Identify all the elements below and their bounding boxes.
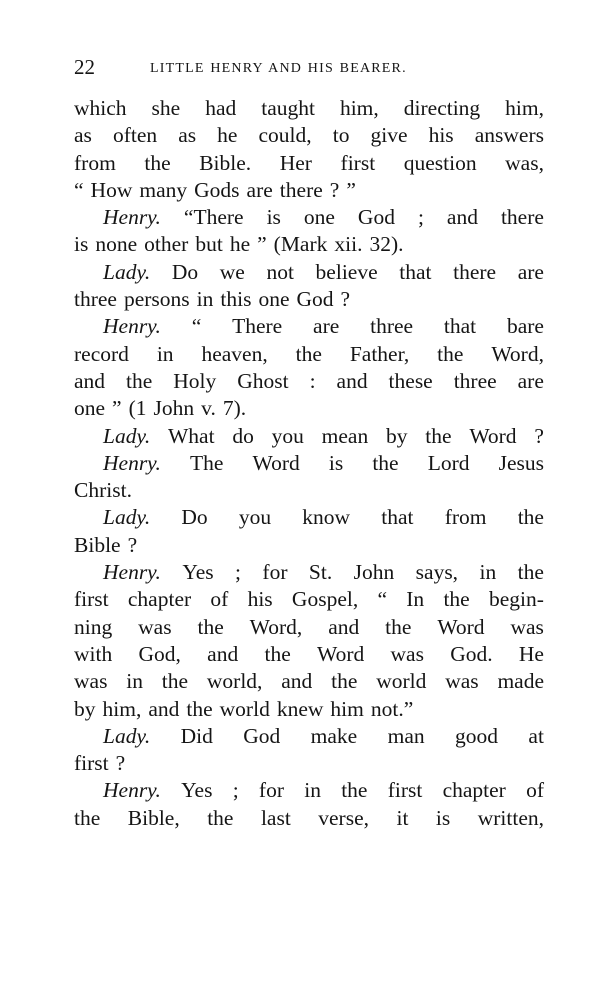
word: believe bbox=[315, 259, 378, 284]
speaker-name: Henry. bbox=[103, 778, 161, 803]
word: last bbox=[260, 805, 291, 830]
word: God bbox=[243, 723, 281, 748]
word: at bbox=[528, 723, 544, 748]
word: “ bbox=[377, 587, 388, 612]
word: bare bbox=[506, 314, 544, 339]
word: by bbox=[385, 423, 408, 448]
text-line bbox=[74, 150, 544, 177]
word: the bbox=[425, 423, 452, 448]
word: is bbox=[435, 805, 451, 830]
word: with bbox=[74, 641, 113, 666]
word: three bbox=[453, 368, 497, 393]
word: Word, bbox=[249, 614, 303, 639]
word: and bbox=[336, 368, 368, 393]
text-line bbox=[74, 723, 544, 750]
word: Do bbox=[171, 259, 199, 284]
word: was bbox=[445, 669, 479, 694]
word: says, bbox=[415, 560, 459, 585]
word: the bbox=[161, 669, 189, 694]
word: chapter bbox=[127, 587, 192, 612]
word: it bbox=[396, 805, 409, 830]
speaker-name: Lady. bbox=[103, 723, 151, 748]
text-line bbox=[74, 668, 544, 695]
word: him bbox=[330, 696, 364, 721]
word: not.” bbox=[370, 696, 414, 721]
word: we bbox=[219, 259, 245, 284]
text-line bbox=[74, 532, 544, 559]
word: Word bbox=[317, 641, 365, 666]
speaker-name: Henry. bbox=[103, 450, 161, 475]
word: the bbox=[144, 150, 171, 175]
word: Do bbox=[181, 505, 208, 530]
text-line bbox=[74, 341, 544, 368]
word: first bbox=[74, 751, 109, 776]
page-header bbox=[74, 55, 544, 81]
word: God bbox=[296, 287, 334, 312]
text-line bbox=[74, 450, 544, 477]
word: Father, bbox=[349, 341, 410, 366]
word: Word bbox=[437, 614, 485, 639]
word: first bbox=[74, 587, 109, 612]
word: the bbox=[331, 669, 358, 694]
speaker-name: Lady. bbox=[103, 423, 151, 448]
word: chapter bbox=[442, 778, 506, 803]
word: “ bbox=[191, 314, 202, 339]
word: three bbox=[370, 314, 414, 339]
word: ? bbox=[534, 423, 544, 448]
word: ; bbox=[235, 560, 242, 585]
word: ; bbox=[417, 205, 424, 230]
word: heaven, bbox=[201, 341, 268, 366]
word: Ghost bbox=[237, 368, 289, 393]
word: verse, bbox=[318, 805, 370, 830]
text-line bbox=[74, 805, 544, 832]
text-line bbox=[74, 122, 544, 149]
word: he bbox=[217, 123, 238, 148]
word: in bbox=[196, 287, 214, 312]
word: from bbox=[444, 505, 487, 530]
word: the bbox=[295, 341, 322, 366]
word: not bbox=[266, 259, 294, 284]
word: the bbox=[264, 641, 291, 666]
word: that bbox=[443, 314, 477, 339]
word: How bbox=[90, 177, 133, 202]
body-text bbox=[74, 95, 544, 832]
word: his bbox=[428, 123, 454, 148]
word: are bbox=[517, 368, 544, 393]
word: He bbox=[518, 641, 544, 666]
word: first bbox=[387, 778, 423, 803]
word: ? bbox=[329, 177, 340, 202]
word: in bbox=[156, 341, 174, 366]
word: good bbox=[455, 723, 499, 748]
word: these bbox=[388, 368, 433, 393]
word: John bbox=[153, 396, 195, 421]
speaker-name: Henry. bbox=[103, 205, 161, 230]
word: man bbox=[387, 723, 425, 748]
page-number: 22 bbox=[74, 55, 95, 79]
word: the bbox=[197, 614, 224, 639]
word: was bbox=[390, 641, 424, 666]
word: world bbox=[219, 696, 270, 721]
word: had bbox=[205, 96, 237, 120]
word: ; bbox=[232, 778, 239, 803]
word: Bible. bbox=[199, 150, 252, 175]
word: Word bbox=[252, 450, 300, 475]
word: was bbox=[74, 669, 108, 694]
word: there bbox=[279, 177, 323, 202]
word: 32). bbox=[369, 232, 404, 257]
word: was bbox=[510, 614, 544, 639]
word: and bbox=[281, 669, 313, 694]
word: (Mark bbox=[273, 232, 328, 257]
text-line bbox=[74, 696, 544, 723]
word: was, bbox=[505, 150, 544, 175]
word: one bbox=[74, 396, 106, 421]
word: “There bbox=[183, 205, 244, 230]
word: God, bbox=[138, 641, 181, 666]
word: first bbox=[340, 150, 376, 175]
word: “ bbox=[74, 177, 84, 202]
word: St. bbox=[308, 560, 333, 585]
word: God. bbox=[450, 641, 493, 666]
word: one bbox=[258, 287, 290, 312]
word: world bbox=[376, 669, 427, 694]
word: in bbox=[126, 669, 143, 694]
word: that bbox=[381, 505, 414, 530]
speaker-name: Henry. bbox=[103, 314, 161, 339]
word: taught bbox=[261, 96, 315, 120]
word: and bbox=[148, 696, 180, 721]
word: make bbox=[310, 723, 358, 748]
word: you bbox=[238, 505, 272, 530]
text-line bbox=[74, 395, 544, 422]
word: ” bbox=[346, 177, 356, 202]
word: him, bbox=[102, 696, 142, 721]
text-line bbox=[74, 231, 544, 258]
text-line bbox=[74, 368, 544, 395]
word: ? bbox=[115, 751, 126, 776]
word: the bbox=[126, 368, 153, 393]
word: ? bbox=[127, 532, 138, 557]
word: from bbox=[74, 150, 116, 175]
text-line bbox=[74, 750, 544, 777]
word: Word, bbox=[491, 341, 544, 366]
word: are bbox=[517, 259, 544, 284]
text-line bbox=[74, 177, 544, 204]
text-line bbox=[74, 641, 544, 668]
word: the bbox=[207, 805, 234, 830]
text-line bbox=[74, 477, 544, 504]
word: the bbox=[437, 341, 464, 366]
word: and bbox=[328, 614, 360, 639]
text-line bbox=[74, 777, 544, 804]
word: God bbox=[357, 205, 395, 230]
word: Lord bbox=[427, 450, 470, 475]
word: him, bbox=[505, 96, 544, 120]
word: ” bbox=[112, 396, 122, 421]
word: Did bbox=[180, 723, 213, 748]
word: the bbox=[443, 587, 470, 612]
word: him, bbox=[339, 96, 379, 120]
word: which bbox=[74, 96, 127, 120]
word: Jesus bbox=[498, 450, 544, 475]
word: Yes bbox=[182, 560, 214, 585]
word: three bbox=[74, 287, 117, 312]
running-title: LITTLE HENRY AND HIS BEARER. bbox=[150, 61, 407, 76]
word: Gods bbox=[194, 177, 240, 202]
word: as bbox=[178, 123, 197, 148]
word: is bbox=[74, 232, 89, 257]
word: directing bbox=[403, 96, 481, 120]
word: written, bbox=[477, 805, 544, 830]
word: in bbox=[479, 560, 497, 585]
word: knew bbox=[276, 696, 324, 721]
word: v. bbox=[201, 396, 216, 421]
text-line bbox=[74, 586, 544, 613]
word: often bbox=[112, 123, 158, 148]
word: for bbox=[262, 560, 288, 585]
word: persons bbox=[123, 287, 190, 312]
word: Holy bbox=[173, 368, 217, 393]
word: answers bbox=[474, 123, 544, 148]
word: to bbox=[332, 123, 350, 148]
word: and bbox=[446, 205, 478, 230]
word: is bbox=[266, 205, 281, 230]
word: this bbox=[220, 287, 252, 312]
word: know bbox=[302, 505, 351, 530]
word: the bbox=[517, 505, 544, 530]
word: ” bbox=[257, 232, 267, 257]
word: his bbox=[247, 587, 273, 612]
text-line bbox=[74, 504, 544, 531]
word: other bbox=[144, 232, 189, 257]
word: xii. bbox=[334, 232, 363, 257]
word: by bbox=[74, 696, 96, 721]
word: John bbox=[353, 560, 395, 585]
word: world, bbox=[206, 669, 263, 694]
word: : bbox=[309, 368, 316, 393]
word: for bbox=[258, 778, 284, 803]
word: mean bbox=[321, 423, 369, 448]
word: the bbox=[341, 778, 368, 803]
word: the bbox=[186, 696, 213, 721]
speaker-name: Henry. bbox=[103, 560, 161, 585]
word: Yes bbox=[181, 778, 213, 803]
word: you bbox=[271, 423, 304, 448]
word: that bbox=[399, 259, 432, 284]
speaker-name: Lady. bbox=[103, 259, 151, 284]
word: give bbox=[370, 123, 408, 148]
word: and bbox=[207, 641, 239, 666]
text-line bbox=[74, 259, 544, 286]
word: (1 bbox=[128, 396, 147, 421]
word: but bbox=[195, 232, 223, 257]
word: question bbox=[403, 150, 477, 175]
word: are bbox=[313, 314, 340, 339]
word: the bbox=[74, 805, 101, 830]
speaker-name: Lady. bbox=[103, 505, 151, 530]
word: the bbox=[372, 450, 399, 475]
text-line bbox=[74, 313, 544, 340]
word: Her bbox=[279, 150, 312, 175]
text-line bbox=[74, 95, 544, 122]
text-line bbox=[74, 614, 544, 641]
word: as bbox=[74, 123, 92, 148]
word: ning bbox=[74, 614, 113, 639]
word: she bbox=[151, 96, 181, 120]
word: is bbox=[328, 450, 344, 475]
text-line bbox=[74, 204, 544, 231]
word: of bbox=[210, 587, 229, 612]
word: was bbox=[138, 614, 172, 639]
word: record bbox=[74, 341, 129, 366]
word: Word bbox=[469, 423, 517, 448]
word: do bbox=[232, 423, 254, 448]
word: in bbox=[304, 778, 321, 803]
word: and bbox=[74, 368, 106, 393]
word: What bbox=[167, 423, 215, 448]
text-line bbox=[74, 286, 544, 313]
word: Christ. bbox=[74, 478, 132, 503]
word: begin- bbox=[488, 587, 544, 612]
word: 7). bbox=[222, 396, 247, 421]
text-line bbox=[74, 559, 544, 586]
word: of bbox=[526, 778, 544, 803]
word: The bbox=[190, 450, 224, 475]
word: he bbox=[229, 232, 251, 257]
word: one bbox=[303, 205, 335, 230]
word: There bbox=[232, 314, 283, 339]
word: the bbox=[385, 614, 412, 639]
word: ? bbox=[340, 287, 351, 312]
word: the bbox=[517, 560, 544, 585]
word: there bbox=[453, 259, 497, 284]
word: there bbox=[500, 205, 544, 230]
word: are bbox=[246, 177, 273, 202]
word: Gospel, bbox=[291, 587, 359, 612]
word: Bible bbox=[74, 532, 121, 557]
text-line bbox=[74, 423, 544, 450]
word: many bbox=[139, 177, 188, 202]
word: In bbox=[406, 587, 425, 612]
word: none bbox=[95, 232, 138, 257]
word: could, bbox=[258, 123, 312, 148]
word: Bible, bbox=[127, 805, 180, 830]
word: made bbox=[497, 669, 544, 694]
